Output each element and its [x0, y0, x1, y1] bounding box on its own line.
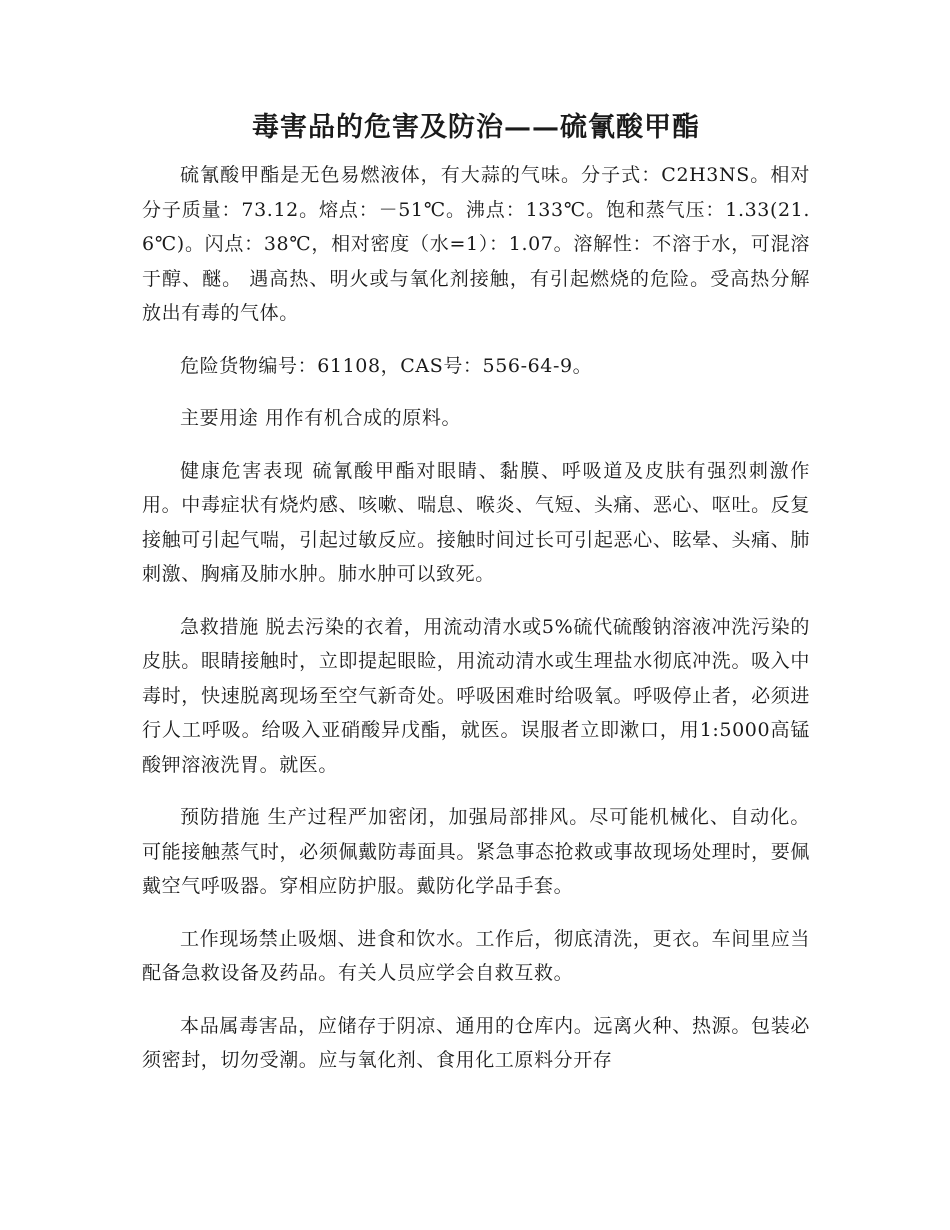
document-title: 毒害品的危害及防治——硫氰酸甲酯: [252, 112, 700, 143]
paragraph-prevention: 预防措施 生产过程严加密闭，加强局部排风。尽可能机械化、自动化。可能接触蒸气时，必须佩戴防毒面具。紧急事态抢救或事故现场处理时，要佩戴空气呼吸器。穿相应防护服。戴防化学品手套。: [142, 806, 810, 897]
document-page: [142, 108, 810, 1096]
paragraph-identifiers: 危险货物编号：61108，CAS号：556-64-9。: [180, 354, 593, 377]
paragraph-health-hazards: 健康危害表现 硫氰酸甲酯对眼睛、黏膜、呼吸道及皮肤有强烈刺激作用。中毒症状有烧灼感、咳嗽、喘息、喉炎、气短、头痛、恶心、呕吐。反复接触可引起气喘，引起过敏反应。接触时间过长可引起恶心、眩晕、头痛、肺刺激、胸痛及肺水肿。肺水肿可以致死。: [142, 459, 810, 585]
paragraph-storage: 本品属毒害品，应储存于阴凉、通用的仓库内。远离火种、热源。包装必须密封，切勿受潮。应与氧化剂、食用化工原料分开存: [142, 1014, 810, 1071]
paragraph-properties: 硫氰酸甲酯是无色易燃液体，有大蒜的气味。分子式：C2H3NS。相对分子质量：73.12。熔点：－51℃。沸点：133℃。饱和蒸气压：1.33(21.6℃)。闪点：38℃，相对密度（水=1）：1.07。溶解性：不溶于水，可混溶于醇、醚。 遇高热、明火或与氧化剂接触，有引起燃烧的危险。受高热分解放出有毒的气体。: [142, 164, 810, 324]
paragraph-workplace: 工作现场禁止吸烟、进食和饮水。工作后，彻底清洗，更衣。车间里应当配备急救设备及药品。有关人员应学会自救互救。: [142, 927, 810, 984]
paragraph-first-aid: 急救措施 脱去污染的衣着，用流动清水或5%硫代硫酸钠溶液冲洗污染的皮肤。眼睛接触时，立即提起眼睑，用流动清水或生理盐水彻底冲洗。吸入中毒时，快速脱离现场至空气新奇处。呼吸困难时给吸氧。呼吸停止者，必须进行人工呼吸。给吸入亚硝酸异戊酯，就医。误服者立即漱口，用1:5000高锰酸钾溶液洗胃。就医。: [142, 615, 810, 776]
paragraph-uses: 主要用途 用作有机合成的原料。: [180, 407, 462, 429]
